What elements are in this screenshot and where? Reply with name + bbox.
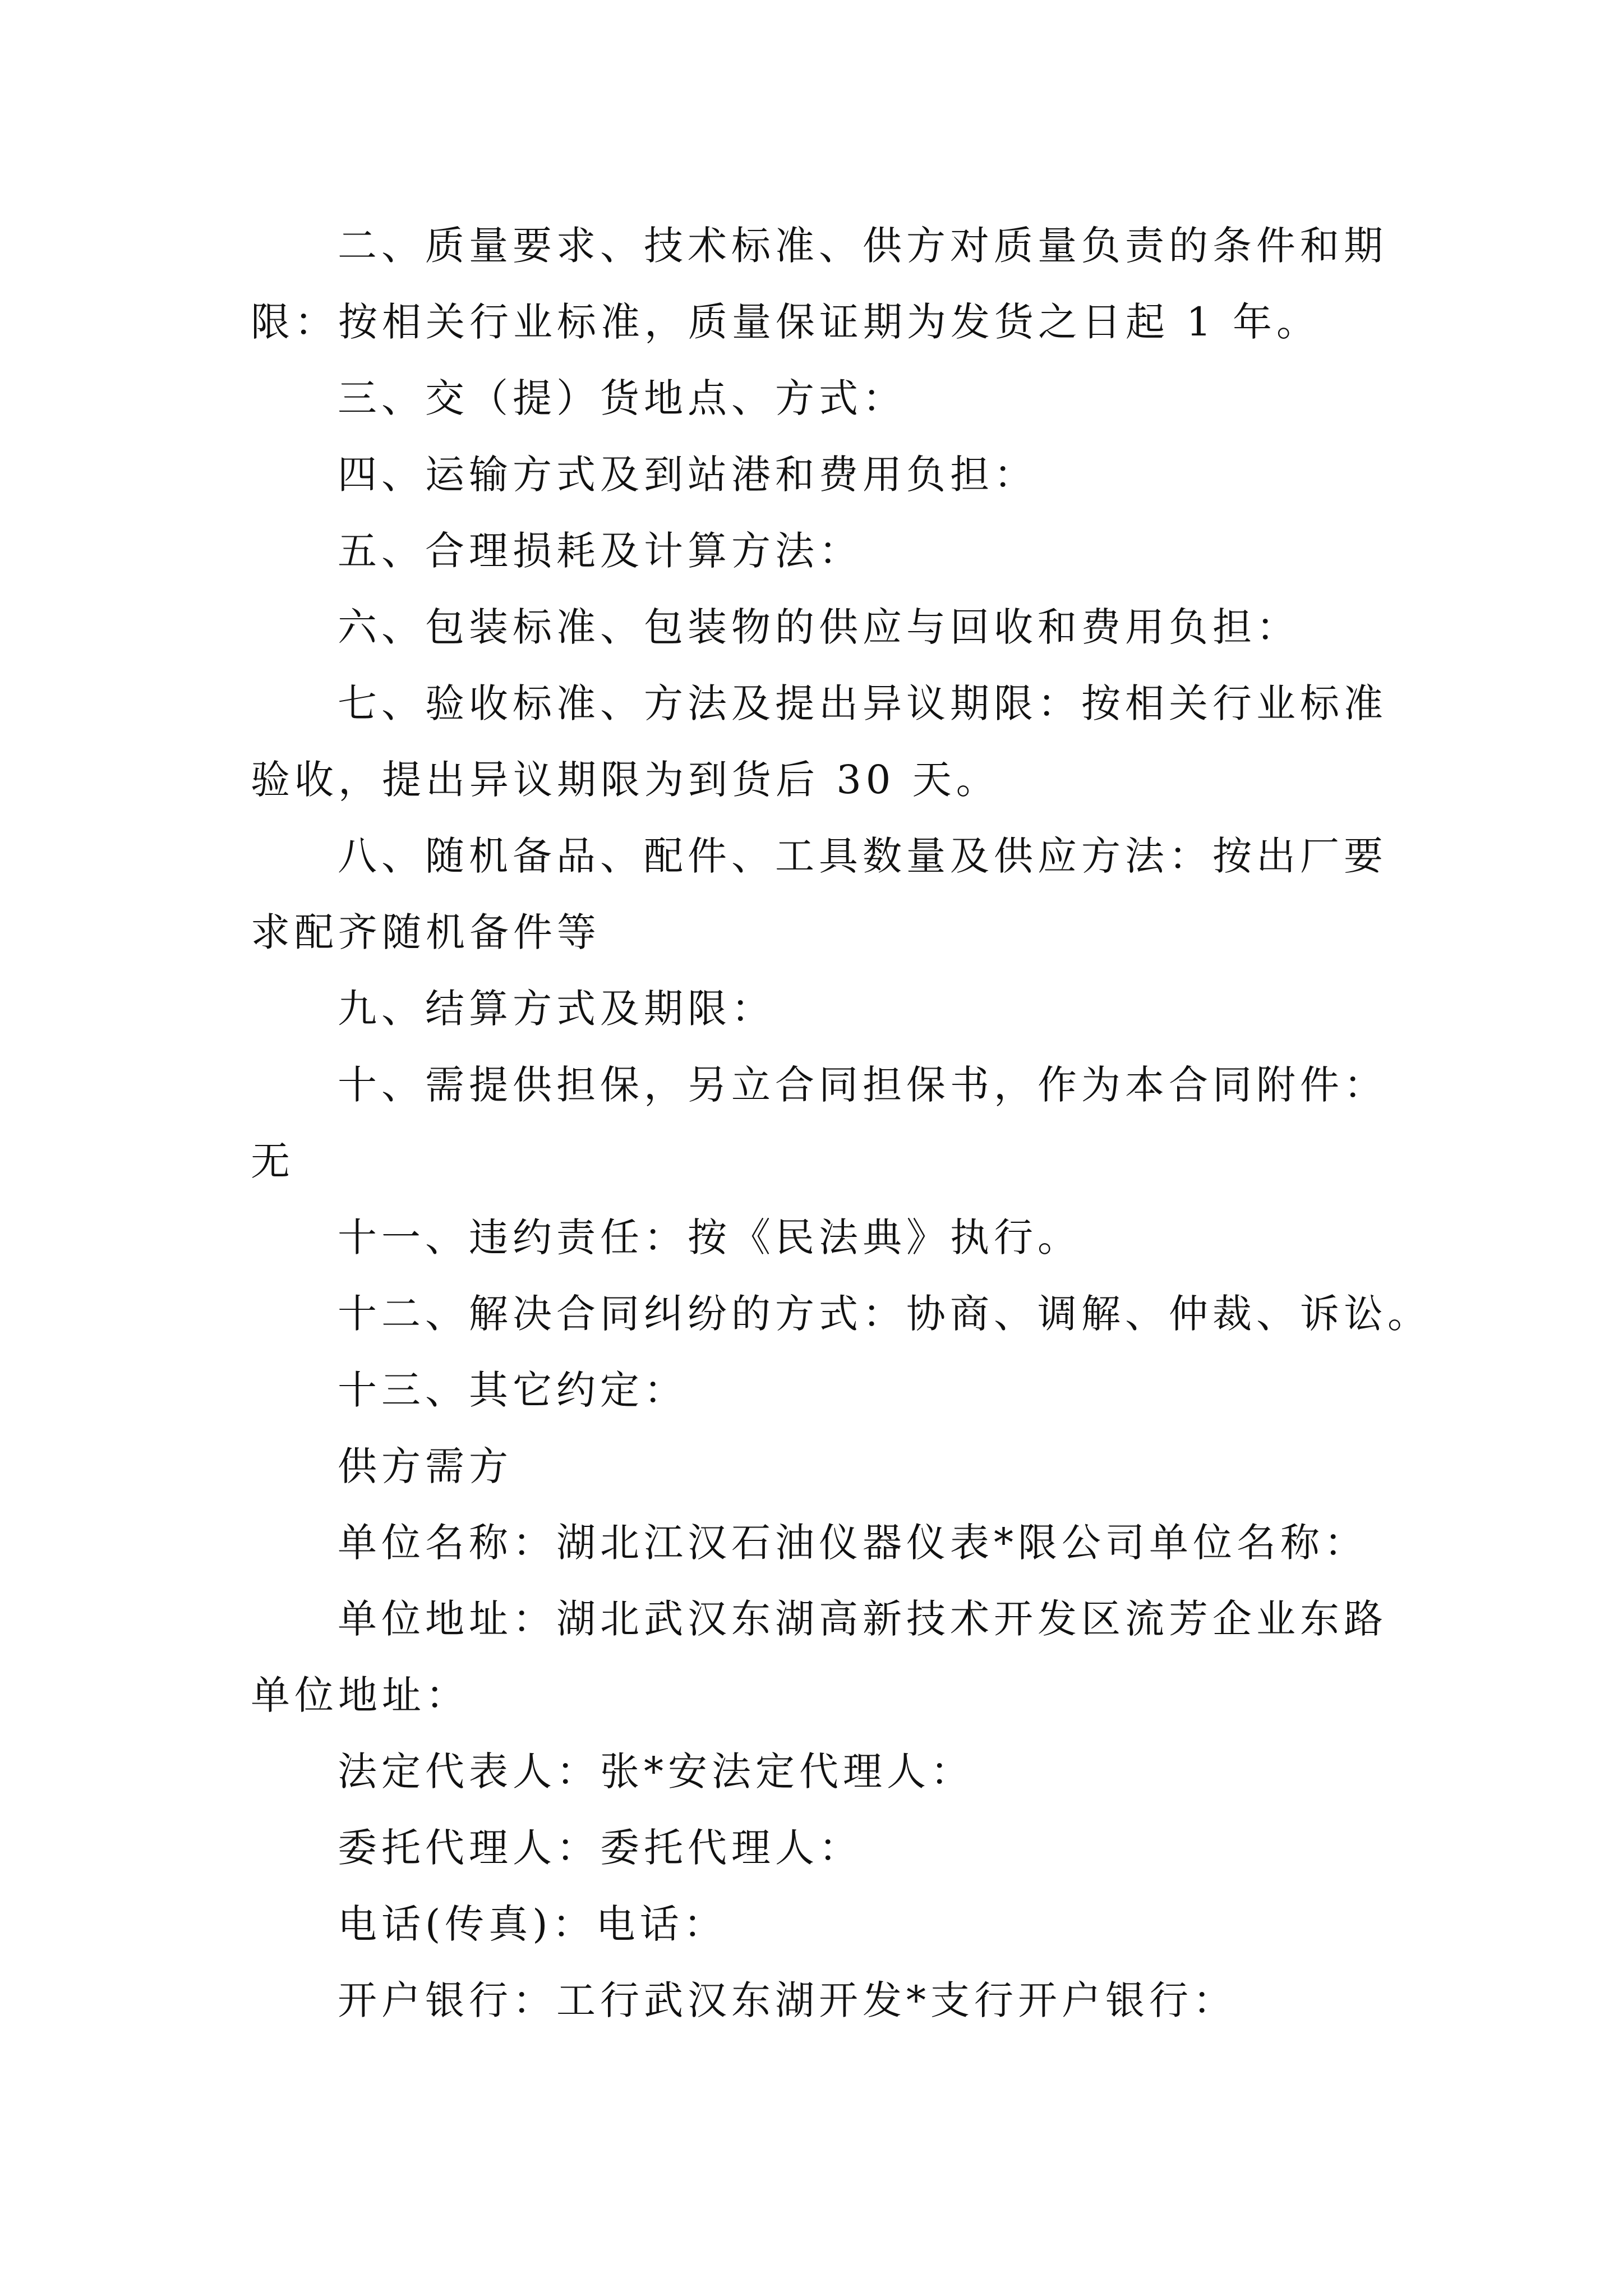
clause-7-line-2: 验收，提出异议期限为到货后 30 天。 <box>251 757 1000 803</box>
authorized-agent-line: 委托代理人：委托代理人： <box>338 1825 863 1871</box>
contract-body <box>251 208 1431 2039</box>
phone-fax-line: 电话(传真)：电话： <box>338 1901 727 1947</box>
clause-3: 三、交（提）货地点、方式： <box>338 375 906 421</box>
clause-8-line-2: 求配齐随机备件等 <box>251 909 601 955</box>
clause-4: 四、运输方式及到站港和费用负担： <box>338 452 1038 498</box>
party-header: 供方需方 <box>338 1443 513 1489</box>
clause-8-line-1: 八、随机备品、配件、工具数量及供应方法：按出厂要 <box>338 833 1387 879</box>
clause-7-line-1: 七、验收标准、方法及提出异议期限：按相关行业标准 <box>338 680 1387 726</box>
company-address-line-2: 单位地址： <box>251 1672 469 1718</box>
clause-5: 五、合理损耗及计算方法： <box>338 528 863 574</box>
clause-10-line-1: 十、需提供担保，另立合同担保书，作为本合同附件： <box>338 1062 1387 1108</box>
legal-representative-line: 法定代表人：张*安法定代理人： <box>338 1749 974 1795</box>
clause-9: 九、结算方式及期限： <box>338 986 775 1032</box>
clause-2-line-2: 限：按相关行业标准，质量保证期为发货之日起 1 年。 <box>251 299 1321 345</box>
clause-11: 十一、违约责任：按《民法典》执行。 <box>338 1214 1081 1260</box>
clause-10-line-2: 无 <box>251 1138 294 1184</box>
clause-13: 十三、其它约定： <box>338 1367 688 1413</box>
clause-2-line-1: 二、质量要求、技术标准、供方对质量负责的条件和期 <box>338 223 1387 269</box>
clause-12: 十二、解决合同纠纷的方式：协商、调解、仲裁、诉讼。 <box>338 1291 1431 1337</box>
company-address-line-1: 单位地址：湖北武汉东湖高新技术开发区流芳企业东路 <box>338 1596 1387 1642</box>
clause-6: 六、包装标准、包装物的供应与回收和费用负担： <box>338 604 1300 650</box>
bank-account-line: 开户银行：工行武汉东湖开发*支行开户银行： <box>338 1977 1237 2023</box>
company-name-line: 单位名称：湖北江汉石油仪器仪表*限公司单位名称： <box>338 1520 1368 1566</box>
